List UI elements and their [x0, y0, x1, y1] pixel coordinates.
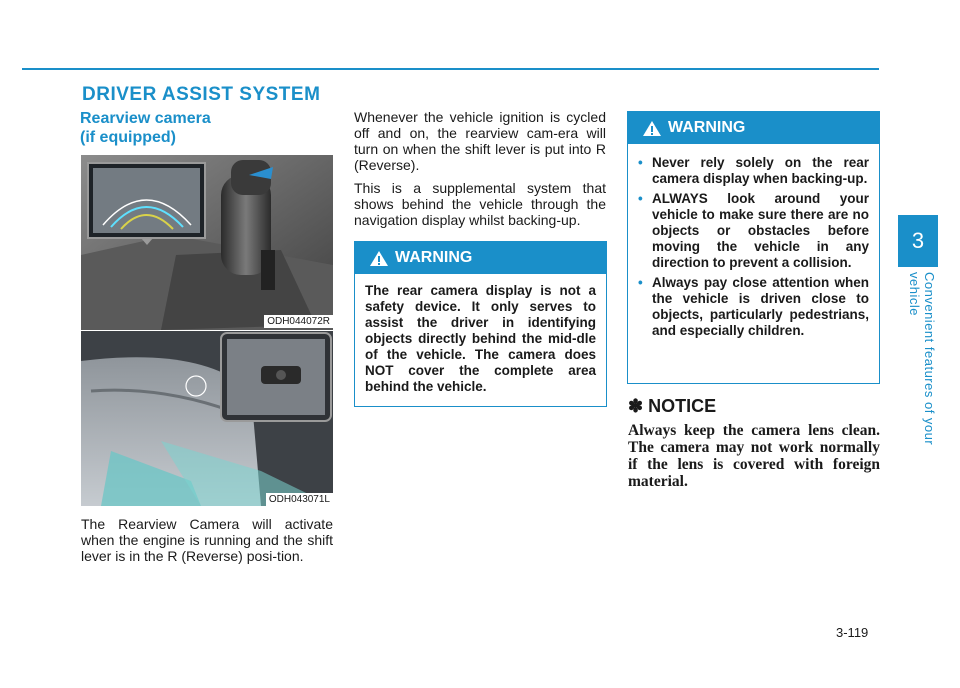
warning-box-right — [627, 111, 880, 384]
warning-header — [355, 242, 606, 274]
middle-paragraph-1: Whenever the vehicle ignition is cycled off and on, the rearview cam-era will turn on when the shift lever is put into R (Reverse). — [354, 109, 606, 173]
page-number: 3-119 — [836, 625, 869, 640]
warning-bullet-list — [638, 155, 869, 339]
warning-triangle-icon — [642, 120, 662, 137]
bullet-dot-icon: • — [638, 191, 643, 206]
bullet-text: ALWAYS look around your vehicle to make sure there are no objects or obstacles before moving the vehicle in any direction to prevent a collision. — [652, 191, 869, 270]
figure-code: ODH043071L — [266, 493, 333, 506]
warning-header — [628, 112, 879, 144]
shifter-illustration — [81, 155, 333, 330]
chapter-tab: 3 — [898, 215, 938, 267]
warning-title: WARNING — [395, 249, 473, 266]
list-item — [638, 155, 869, 187]
bullet-text: Never rely solely on the rear camera display when backing-up. — [652, 155, 869, 186]
figure-code: ODH044072R — [264, 315, 333, 328]
chapter-title: Convenient features of your vehicle — [907, 272, 937, 446]
header-rule — [22, 68, 879, 70]
warning-title: WARNING — [668, 119, 746, 136]
warning-list-container — [628, 144, 879, 339]
bullet-dot-icon: • — [638, 155, 643, 170]
bullet-dot-icon: • — [638, 275, 643, 290]
list-item — [638, 191, 869, 271]
left-paragraph: The Rearview Camera will activate when the engine is running and the shift lever is in the R (Reverse) posi-tion. — [81, 516, 333, 564]
warning-box-middle — [354, 241, 607, 407]
sub-heading — [80, 109, 211, 147]
list-item — [638, 275, 869, 339]
sub-heading-line1: Rearview camera — [80, 110, 211, 127]
warning-text: The rear camera display is not a safety device. It only serves to assist the driver in identifying objects directly behind the mid-dle of the vehicle. The camera does NOT cover the complete area behind the vehicle. — [365, 283, 596, 394]
car-rear-illustration — [81, 331, 333, 506]
middle-paragraph-2: This is a supplemental system that shows behind the vehicle through the navigation display whilst backing-up. — [354, 180, 606, 228]
notice-text: Always keep the camera lens clean. The camera may not work normally if the lens is covered with foreign material. — [628, 422, 880, 490]
sub-heading-line2: (if equipped) — [80, 129, 176, 146]
section-title: DRIVER ASSIST SYSTEM — [82, 84, 321, 105]
shifter-figure — [81, 155, 333, 330]
bullet-text: Always pay close attention when the vehicle is driven close to objects, particularly pedestrians, and especially children. — [652, 275, 869, 338]
car-rear-figure — [81, 331, 333, 506]
notice-title: ✽ NOTICE — [628, 396, 717, 416]
warning-triangle-icon — [369, 250, 389, 267]
